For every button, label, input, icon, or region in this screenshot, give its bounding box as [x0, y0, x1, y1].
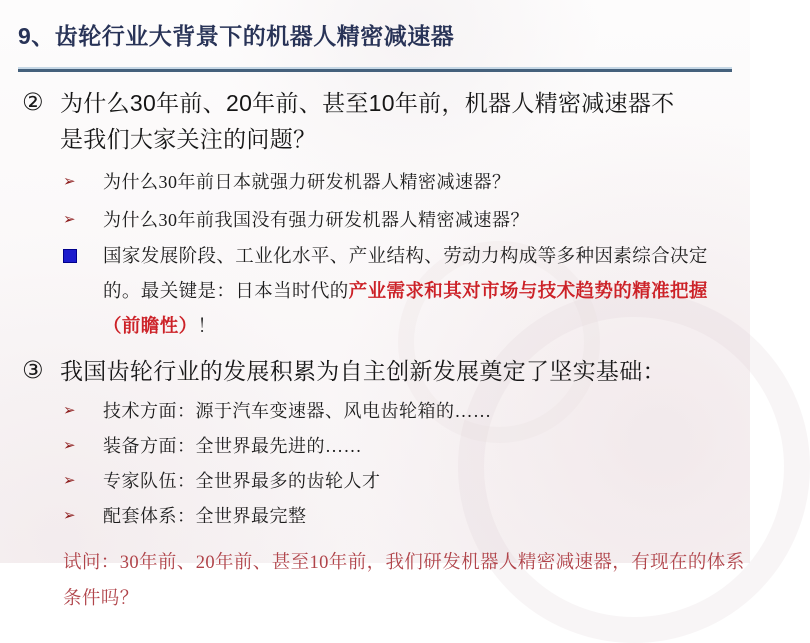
closing-question: [63, 545, 745, 617]
square-bullet-icon: [63, 249, 77, 263]
circled-3-marker: ③: [22, 357, 44, 384]
note-black-text: ！: [197, 317, 217, 337]
slide-body: [0, 85, 750, 617]
question-line: 条件吗？: [63, 589, 139, 609]
section-2-bullets: [63, 169, 736, 345]
bullet-text: 专家队伍：全世界最多的齿轮人才: [103, 471, 381, 491]
note-line: [103, 317, 216, 337]
question-line: 试问：30年前、20年前、甚至10年前，我们研发机器人精密减速器，有现在的体系: [63, 553, 745, 573]
key-note-text: [103, 240, 708, 345]
circled-2-marker: ②: [22, 89, 44, 116]
section-3-heading: [22, 353, 736, 389]
note-line: 国家发展阶段、工业化水平、产业结构、劳动力构成等多种因素综合决定: [103, 247, 708, 267]
arrow-bullet-icon: ➢: [63, 472, 76, 489]
heading-line: 是我们大家关注的问题？: [60, 126, 317, 152]
bullet-text: 为什么30年前日本就强力研发机器人精密减速器？: [103, 172, 511, 192]
header-divider: [18, 67, 732, 72]
slide-header: [0, 0, 750, 72]
arrow-bullet-icon: ➢: [63, 211, 76, 228]
list-item: [63, 398, 736, 424]
square-bullet-wrap: [63, 240, 103, 345]
list-item: [63, 468, 736, 494]
note-line: [103, 282, 708, 302]
list-item: [63, 433, 736, 459]
heading-line: 为什么30年前、20年前、甚至10年前，机器人精密减速器不: [60, 90, 675, 116]
slide-title: 9、齿轮行业大背景下的机器人精密减速器: [18, 23, 455, 49]
arrow-bullet-icon: ➢: [63, 402, 76, 419]
section-2-heading: [22, 85, 736, 157]
list-item: [63, 207, 736, 233]
note-black-text: 的。最关键是：日本当时代的: [103, 282, 349, 302]
note-highlight-text: （前瞻性）: [103, 317, 198, 337]
list-item: [63, 503, 736, 529]
bullet-text: 配套体系：全世界最完整: [103, 506, 307, 526]
note-highlight-text: 产业需求和其对市场与技术趋势的精准把握: [348, 282, 708, 302]
section-2-heading-text: [60, 85, 674, 157]
bullet-text: 技术方面：源于汽车变速器、风电齿轮箱的……: [103, 401, 492, 421]
key-note: [63, 240, 736, 345]
arrow-bullet-icon: ➢: [63, 173, 76, 190]
section-3-bullets: [63, 398, 736, 529]
section-3-heading-text: [60, 353, 666, 389]
list-item: [63, 169, 736, 195]
arrow-bullet-icon: ➢: [63, 507, 76, 524]
bullet-text: 装备方面：全世界最先进的……: [103, 436, 362, 456]
bullet-text: 为什么30年前我国没有强力研发机器人精密减速器？: [103, 210, 529, 230]
heading-line: 我国齿轮行业的发展积累为自主创新发展奠定了坚实基础：: [60, 358, 666, 384]
arrow-bullet-icon: ➢: [63, 437, 76, 454]
